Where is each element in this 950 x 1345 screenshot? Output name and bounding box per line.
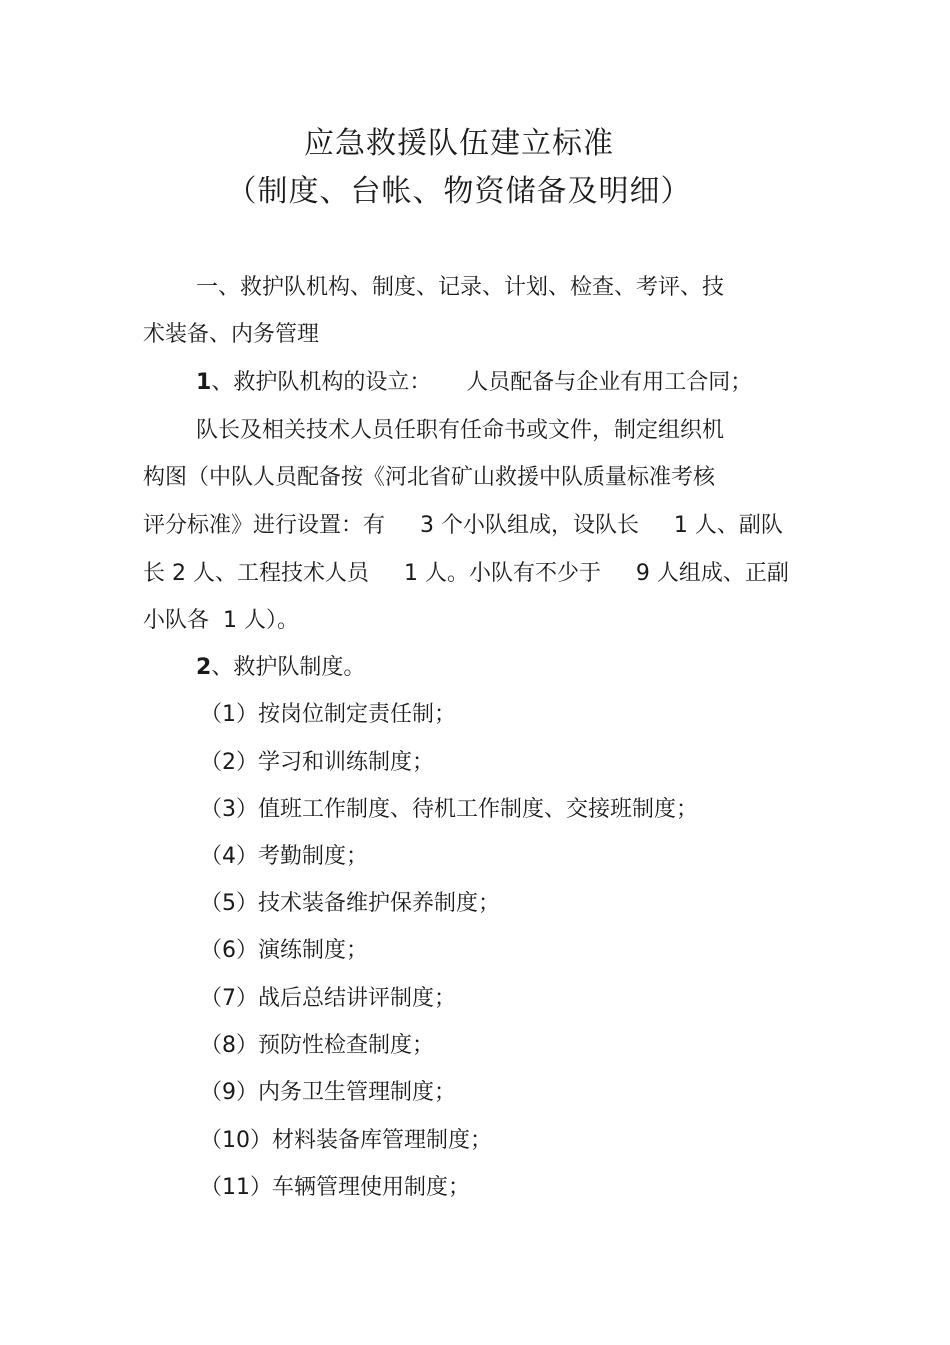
paragraph-line-5: 小队各 1 人）。 [143, 608, 299, 633]
subsection-1-text: 、救护队机构的设立： 人员配备与企业有用工合同； [211, 370, 753, 395]
list-item: （3）值班工作制度、待机工作制度、交接班制度； [200, 797, 698, 822]
document-title: 应急救援队伍建立标准 [304, 126, 614, 161]
subsection-2-heading [196, 653, 365, 683]
list-item: （7）战后总结讲评制度； [200, 986, 456, 1011]
list-item: （2）学习和训练制度； [200, 750, 434, 775]
list-item: （5）技术装备维护保养制度； [200, 891, 500, 916]
subsection-2-text: 、救护队制度。 [211, 655, 366, 680]
document-subtitle: （制度、台帐、物资储备及明细） [226, 174, 692, 209]
list-item: （4）考勤制度； [200, 844, 368, 869]
list-item: （11）车辆管理使用制度； [200, 1175, 470, 1200]
list-item: （10）材料装备库管理制度； [200, 1128, 492, 1153]
list-item: （8）预防性检查制度； [200, 1033, 434, 1058]
paragraph-line-1: 队长及相关技术人员任职有任命书或文件，制定组织机 [196, 418, 725, 443]
subsection-2-number: 2 [196, 655, 212, 680]
subsection-1-number: 1 [196, 370, 212, 395]
list-item: （1）按岗位制定责任制； [200, 702, 456, 727]
paragraph-line-4: 长 2 人、工程技术人员 1 人。小队有不少于 9 人组成、正副 [143, 561, 789, 586]
paragraph-line-3: 评分标准》进行设置：有 3 个小队组成，设队长 1 人、副队 [143, 513, 783, 538]
subsection-1-heading [196, 368, 752, 398]
section-heading-line-2: 术装备、内务管理 [143, 322, 320, 347]
section-heading-line-1: 一、救护队机构、制度、记录、计划、检查、考评、技 [196, 275, 725, 300]
paragraph-line-2: 构图（中队人员配备按《河北省矿山救援中队质量标准考核 [143, 465, 716, 490]
list-item: （9）内务卫生管理制度； [200, 1080, 456, 1105]
list-item: （6）演练制度； [200, 938, 368, 963]
